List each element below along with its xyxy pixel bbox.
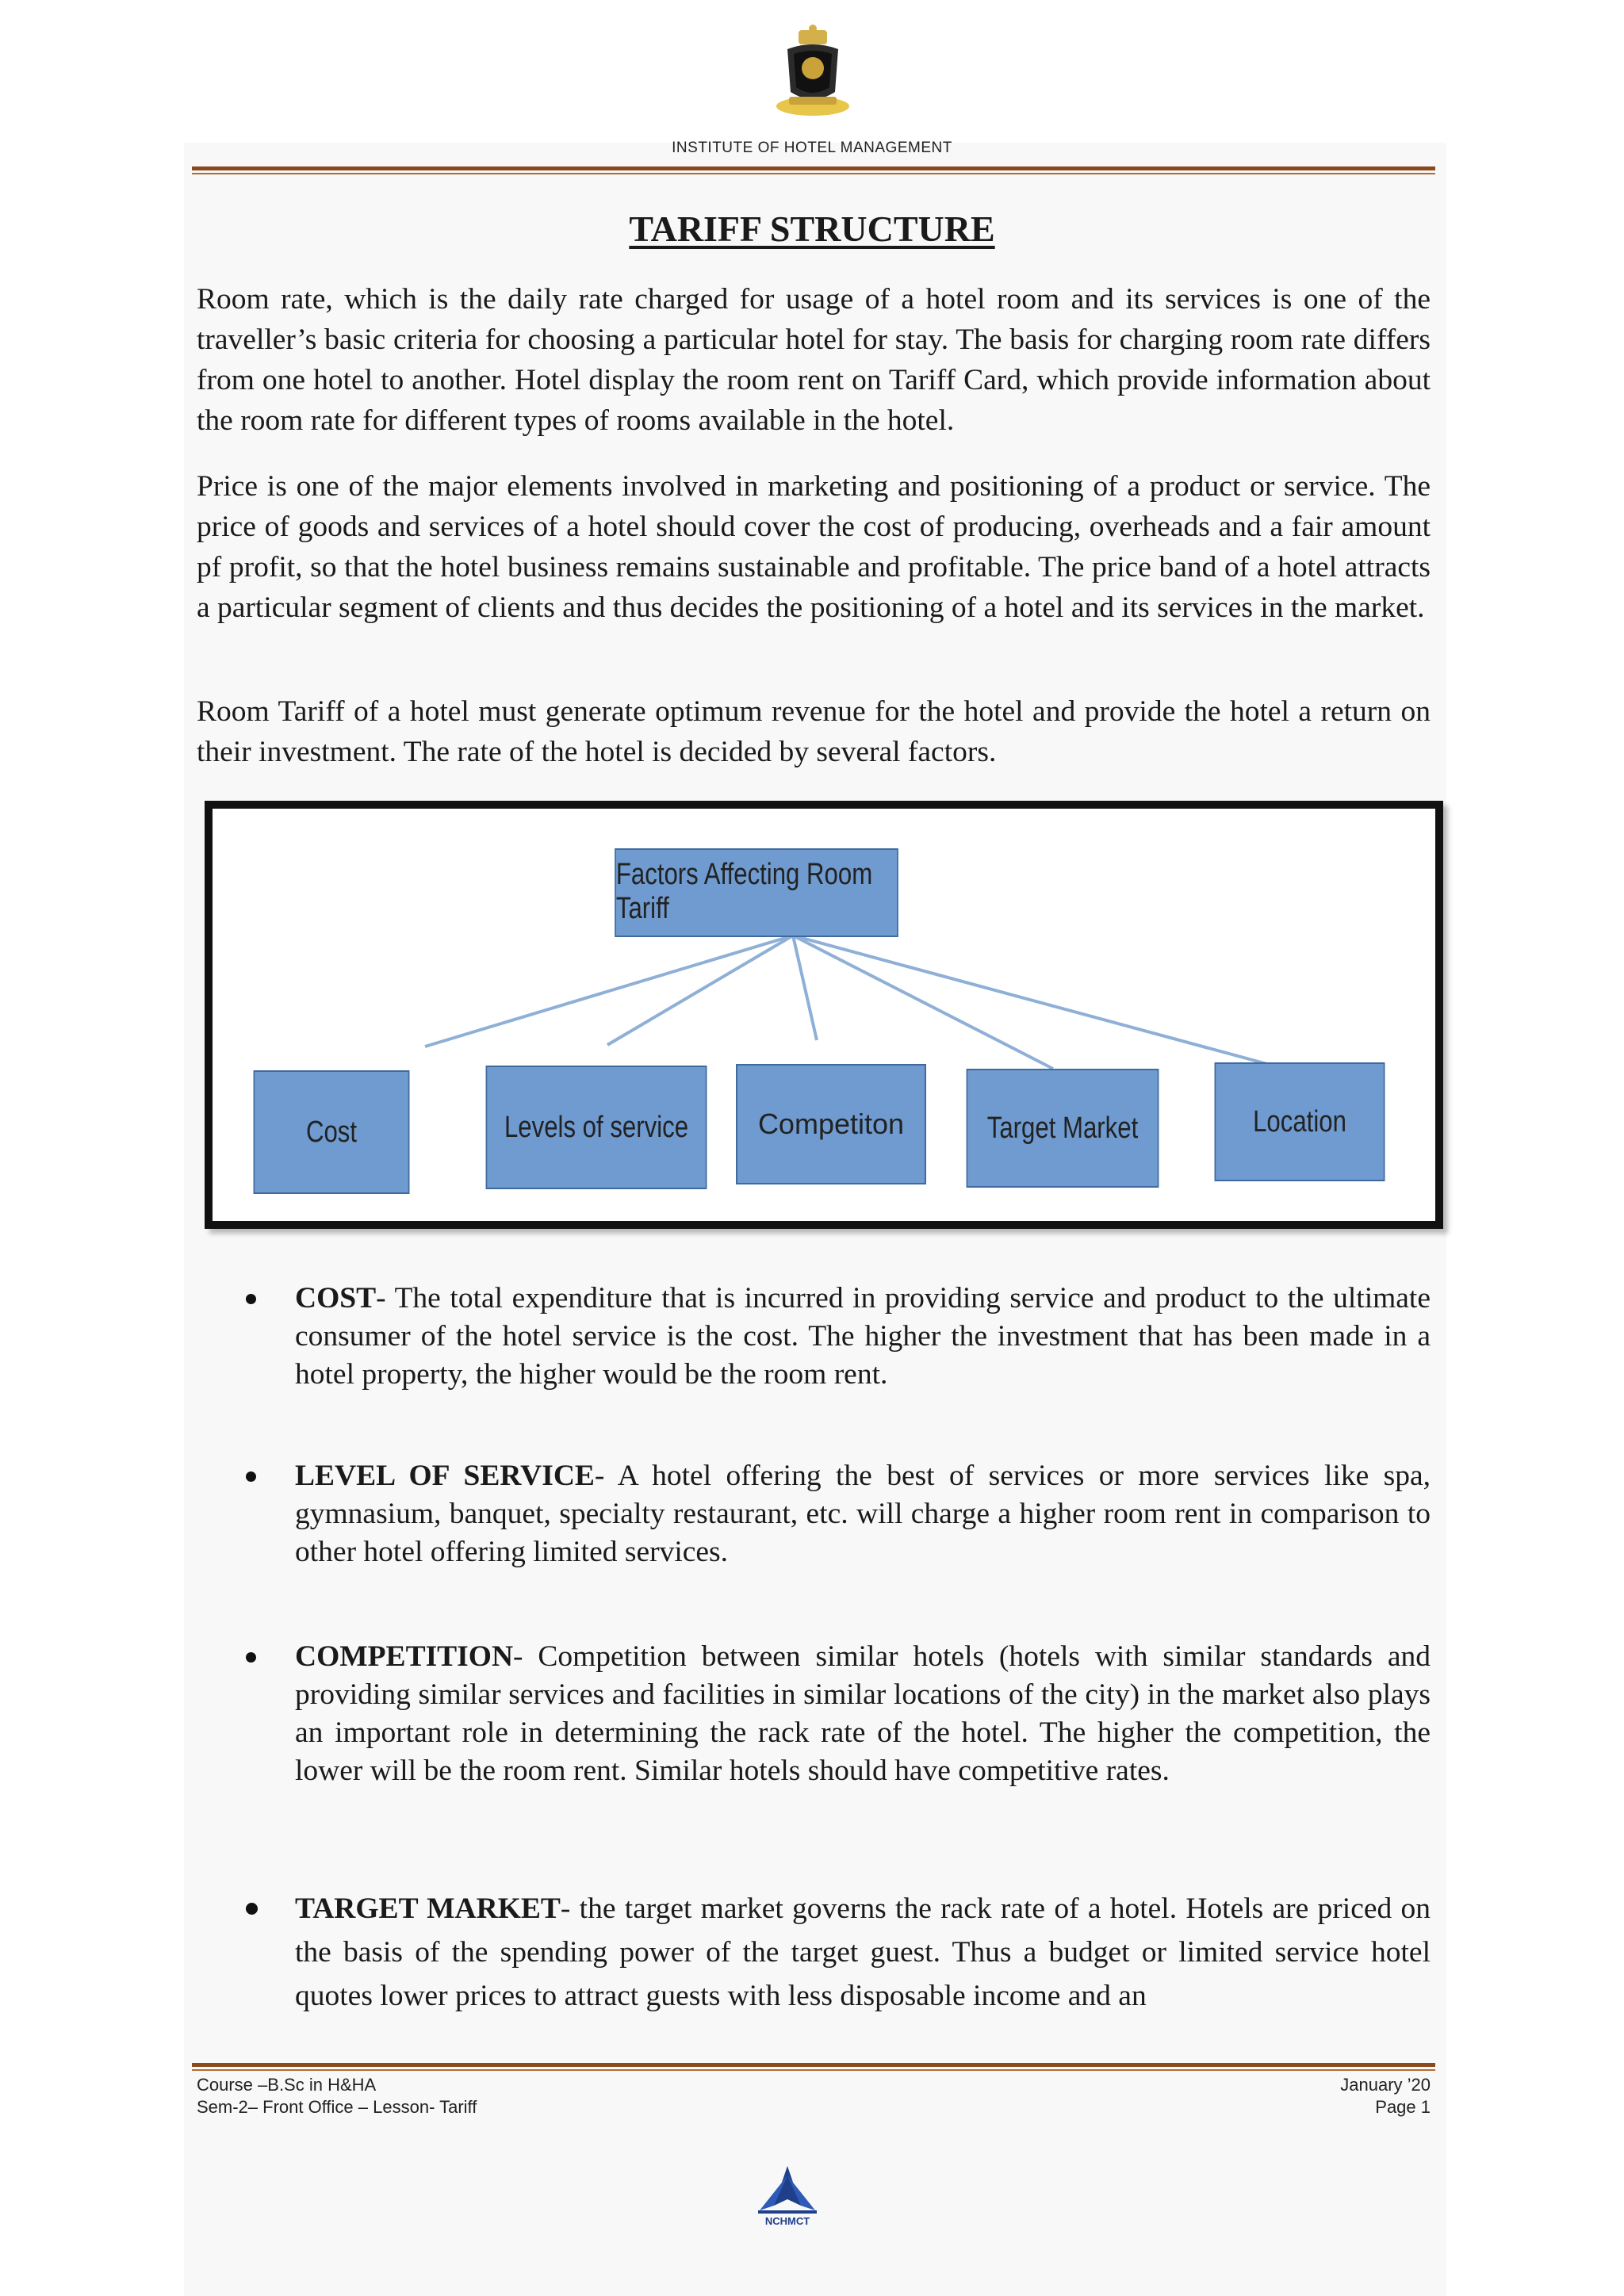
header-rule xyxy=(192,166,1435,170)
paragraph-3: Room Tariff of a hotel must generate optimum revenue for the hotel and provide the hotel a return on their investment. The rate of the hotel is decided by several factors. xyxy=(197,695,1431,768)
diagram-node-target-market: Target Market xyxy=(967,1069,1159,1188)
footer-course: Course –B.Sc in H&HA xyxy=(197,2075,377,2095)
list-item-target-market xyxy=(295,1887,1431,2018)
header-rule-thin xyxy=(192,173,1435,174)
footer-rule xyxy=(192,2063,1435,2067)
bullet-icon xyxy=(246,1652,256,1663)
factors-diagram xyxy=(205,801,1443,1229)
footer-date: January ’20 xyxy=(1340,2075,1431,2095)
diagram-node-location: Location xyxy=(1215,1062,1385,1181)
diagram-node-competition: Competiton xyxy=(736,1064,926,1184)
term-target-market: TARGET MARKET xyxy=(295,1892,561,1925)
diagram-root-box: Factors Affecting Room Tariff xyxy=(615,848,898,937)
institute-header: INSTITUTE OF HOTEL MANAGEMENT xyxy=(672,140,952,156)
diagram-node-cost: Cost xyxy=(254,1070,410,1194)
bullet-icon xyxy=(246,1471,256,1482)
term-competition: COMPETITION xyxy=(295,1640,514,1673)
paragraph-2: Price is one of the major elements involved in marketing and positioning of a product or service. The price of goods and services of a hotel should cover the cost of producing, overheads and a fair amount pf profit, so that the hotel business remains sustainable and profitable. The price band of a hotel attracts a particular segment of clients and thus decides the positioning of a hotel and its services in the market. xyxy=(197,470,1431,624)
list-item-competition xyxy=(295,1638,1431,1790)
connector-levels xyxy=(607,936,793,1045)
connector-target xyxy=(793,936,1053,1069)
term-level-of-service: LEVEL OF SERVICE xyxy=(295,1460,595,1492)
footer-rule-thin xyxy=(192,2069,1435,2071)
desc-competition: - Competition between similar hotels (hotels with similar standards and providing similar services and facilities in similar locations of the city) in the market also plays an important role in determining the rack rate of the hotel. The higher the competition, the lower will be the room rent. Similar hotels should have competitive rates. xyxy=(295,1640,1431,1787)
bullet-icon xyxy=(246,1294,256,1304)
term-cost: COST xyxy=(295,1282,377,1314)
desc-target-market: - the target market governs the rack rate of a hotel. Hotels are priced on the basis of the spending power of the target guest. Thus a budget or limited service hotel quotes lower prices to attract guests with less disposable income and an xyxy=(295,1892,1431,2012)
nchmct-logo-text: NCHMCT xyxy=(764,2215,810,2227)
footer-right xyxy=(1269,2074,1431,2118)
desc-level-of-service: - A hotel offering the best of services or more services like spa, gymnasium, banquet, specialty restaurant, etc. will charge a higher room rent in comparison to other hotel offering limited services. xyxy=(295,1460,1431,1568)
desc-cost: - The total expenditure that is incurred in providing service and product to the ultimate consumer of the hotel service is the cost. The higher the investment that has been made in a hotel property, the higher would be the room rent. xyxy=(295,1282,1431,1391)
connector-competition xyxy=(793,936,817,1040)
footer-semester: Sem-2– Front Office – Lesson- Tariff xyxy=(197,2097,477,2117)
nchmct-logo-icon xyxy=(752,2164,823,2228)
page-title: TARIFF STRUCTURE xyxy=(629,209,995,249)
paragraph-1: Room rate, which is the daily rate charged for usage of a hotel room and its services is one of the traveller’s basic criteria for choosing a particular hotel for stay. The basis for charging room rate differs from one hotel to another. Hotel display the room rent on Tariff Card, which provide information about the room rate for different types of rooms available in the hotel. xyxy=(197,283,1431,437)
bullet-icon xyxy=(246,1903,258,1915)
footer-left xyxy=(197,2074,477,2118)
connector-location xyxy=(793,936,1285,1069)
diagram-node-levels-of-service: Levels of service xyxy=(486,1066,707,1189)
crest-emblem-icon xyxy=(765,24,860,119)
footer-page: Page 1 xyxy=(1375,2097,1431,2117)
connector-cost xyxy=(425,936,793,1047)
list-item-cost xyxy=(295,1280,1431,1394)
list-item-level-of-service xyxy=(295,1457,1431,1571)
